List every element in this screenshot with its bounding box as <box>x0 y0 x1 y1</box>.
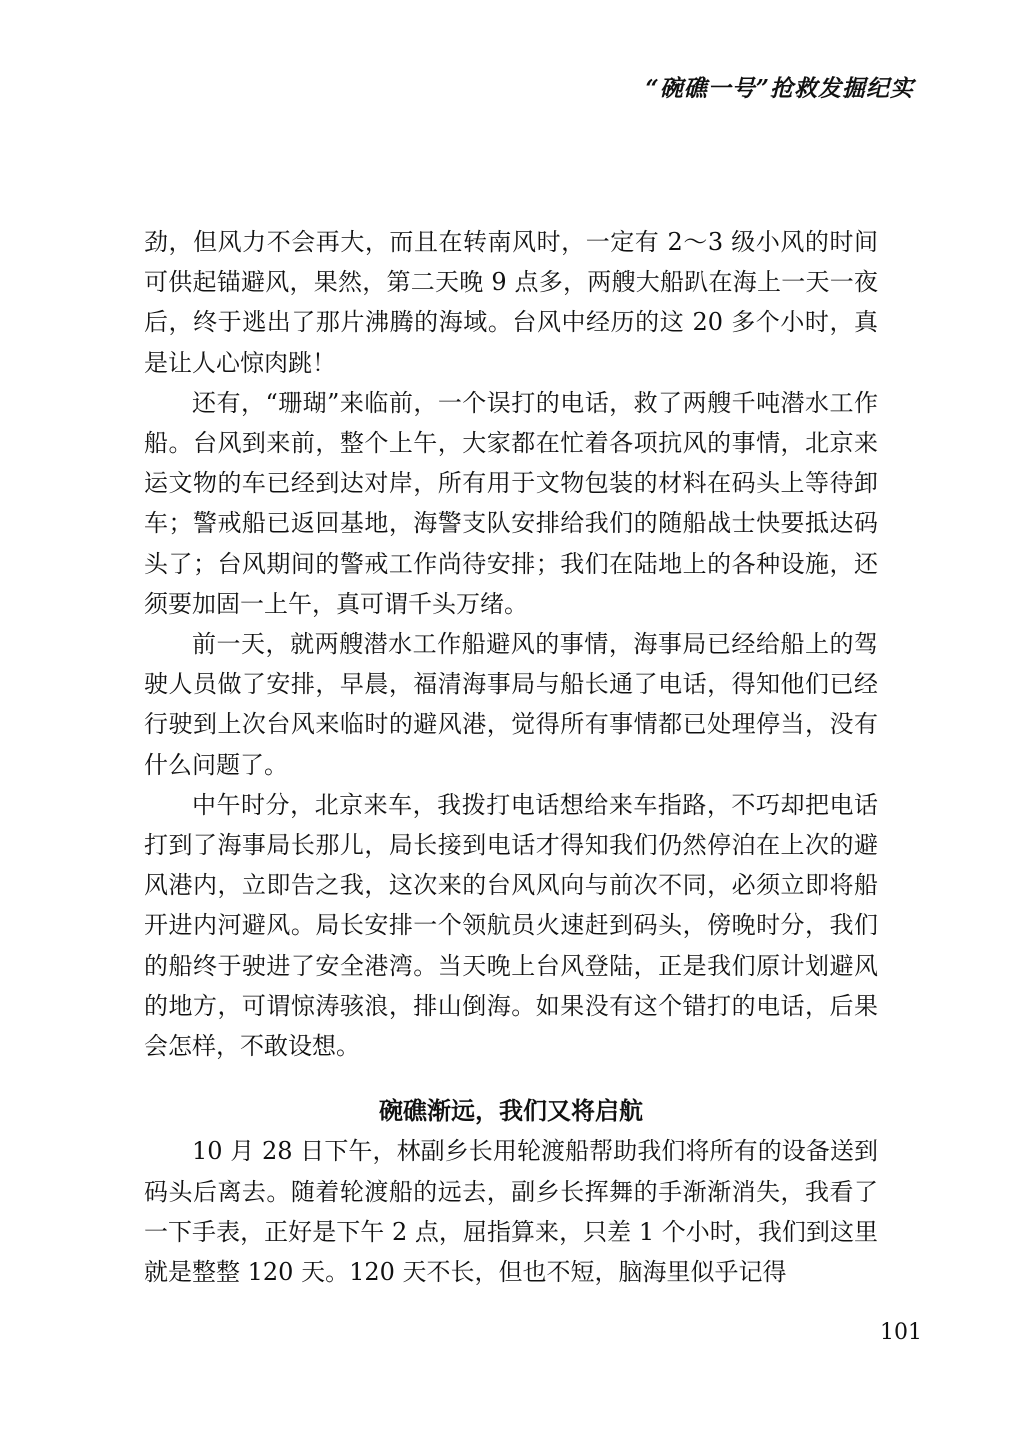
section-paragraph: 10 月 28 日下午，林副乡长用轮渡船帮助我们将所有的设备送到码头后离去。随着轮渡船的远去，副乡长挥舞的手渐渐消失，我看了一下手表，正好是下午 2 点，屈指算来，只差 1 个小时，我们到这里就是整整 120 天。120 天不长，但也不短，脑海里似乎记得 <box>144 1137 878 1287</box>
running-header: “碗礁一号”抢救发掘纪实 <box>645 75 914 102</box>
paragraph-continuation: 劲，但风力不会再大，而且在转南风时，一定有 2～3 级小风的时间可供起锚避风，果然，第二天晚 9 点多，两艘大船趴在海上一天一夜后，终于逃出了那片沸腾的海域。台风中经历的这 20 多个小时，真是让人心惊肉跳！ <box>144 228 878 377</box>
section-heading: 碗礁渐远，我们又将启航 <box>379 1096 643 1126</box>
body-text <box>144 222 878 1292</box>
paragraph: 中午时分，北京来车，我拨打电话想给来车指路，不巧却把电话打到了海事局长那儿，局长接到电话才得知我们仍然停泊在上次的避风港内，立即告之我，这次来的台风风向与前次不同，必须立即将船开进内河避风。局长安排一个领航员火速赶到码头，傍晚时分，我们的船终于驶进了安全港湾。当天晚上台风登陆，正是我们原计划避风的地方，可谓惊涛骇浪，排山倒海。如果没有这个错打的电话，后果会怎样，不敢设想。 <box>144 790 878 1061</box>
paragraph: 前一天，就两艘潜水工作船避风的事情，海事局已经给船上的驾驶人员做了安排，早晨，福清海事局与船长通了电话，得知他们已经行驶到上次台风来临时的避风港，觉得所有事情都已处理停当，没有什么问题了。 <box>144 630 878 779</box>
paragraph: 还有，“珊瑚”来临前，一个误打的电话，救了两艘千吨潜水工作船。台风到来前，整个上午，大家都在忙着各项抗风的事情，北京来运文物的车已经到达对岸，所有用于文物包装的材料在码头上等待卸车；警戒船已返回基地，海警支队安排给我们的随船战士快要抵达码头了；台风期间的警戒工作尚待安排；我们在陆地上的各种设施，还须要加固一上午，真可谓千头万绪。 <box>144 388 878 618</box>
page-number: 101 <box>880 1320 922 1345</box>
